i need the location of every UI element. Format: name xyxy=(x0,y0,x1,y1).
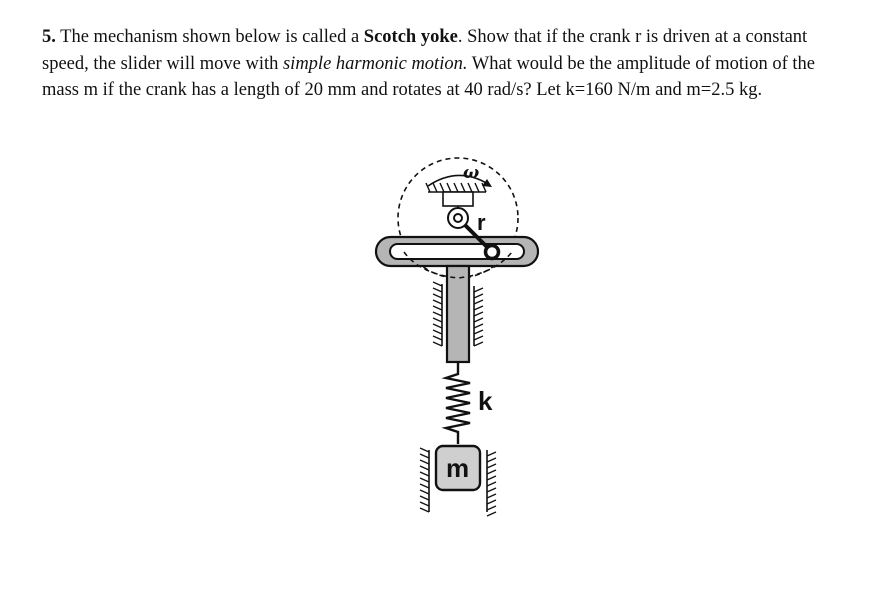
mass-guide-right xyxy=(487,450,496,516)
problem-statement xyxy=(42,24,842,104)
fixed-support xyxy=(426,183,486,210)
crank-r-label: r xyxy=(477,210,486,235)
scotch-yoke-diagram xyxy=(370,150,550,520)
term-simple-harmonic-motion: simple harmonic motion. xyxy=(282,53,468,74)
mass-m-label: m xyxy=(446,453,470,483)
spring-k xyxy=(446,362,470,444)
problem-number: 5. xyxy=(42,27,56,47)
crank-pin xyxy=(486,246,499,259)
problem-text-2: . Show that if the crank r is driven at a constant speed, the slider will move with xyxy=(42,27,808,74)
spring-k-label: k xyxy=(478,386,493,416)
rod-guide-right xyxy=(474,286,483,346)
term-scotch-yoke: Scotch yoke xyxy=(363,27,458,47)
crank-pivot-pin xyxy=(454,214,462,222)
mass-guide-left xyxy=(420,448,429,512)
problem-text-1: The mechanism shown below is called a xyxy=(55,27,364,47)
rod-guide-left xyxy=(433,282,442,346)
problem-text-3: What would be the amplitude of motion of the mass m if the crank has a length of 20 mm and rotates at 40 rad/s? Let k=160 N/m and m=2.5 kg. xyxy=(42,53,815,100)
slider-rod xyxy=(447,266,469,362)
omega-label: ω xyxy=(463,163,480,183)
yoke-slot-bar xyxy=(376,237,538,266)
